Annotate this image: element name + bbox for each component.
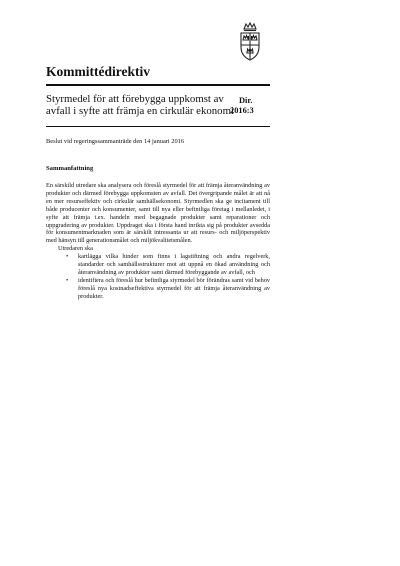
swedish-crown-coat-of-arms-icon	[230, 20, 270, 64]
title-divider	[46, 84, 270, 86]
summary-body	[46, 182, 270, 301]
section-heading-summary: Sammanfattning	[46, 165, 94, 172]
directive-number: 2016:3	[230, 106, 254, 115]
summary-paragraph: En särskild utredare ska analysera och föreslå styrmedel för att främja återanvändning av produkter och därmed förebygga uppkomsten av avfall. Det övergripande målet är att nå en mer resurseffektiv och cirkulär samhällsekonomi. Styrmedlen ska ge incitament till både producenter och konsumenter, samt till nya eller befintliga företag i mellanledet, i syfte att främja t.ex. handeln med begagnade produkter samt reparationer och uppgradering av produkter. Uppdraget ska i första hand inrikta sig på produkter avsedda för konsumentmarknaden som är särskilt intressanta ur att resurs- och miljöperspektiv med hänsyn till generationsmålet och miljökvalitetsmålen.	[46, 182, 270, 245]
subtitle-divider	[46, 126, 270, 127]
bullet-icon: •	[66, 276, 69, 284]
document-title: Kommittédirektiv	[46, 64, 150, 79]
directive-subtitle: Styrmedel för att förebygga uppkomst av avfall i syfte att främja en cirkulär ekonomi	[46, 93, 234, 118]
list-item	[46, 253, 270, 277]
list-item	[46, 277, 270, 301]
directive-label: Dir.	[239, 96, 253, 105]
decision-line: Beslut vid regeringssammanträde den 14 januari 2016	[46, 138, 185, 145]
bullet-text: identifiera och föreslå hur befintliga styrmedel bör förändras samt vid behov föreslå nya kostnadseffektiva styrmedel för att främja återanvändning av produkter.	[78, 276, 270, 300]
summary-lead-in: Utredaren ska	[58, 245, 93, 253]
summary-bullet-list	[46, 253, 270, 300]
bullet-icon: •	[66, 253, 69, 261]
bullet-text: kartlägga vilka hinder som finns i lagstiftning och andra regelverk, standarder och samhällsstrukturer mot att uppnå en ökad användning och återanvändning av produkter samt därmed förebyggande av avfall, och	[78, 253, 270, 276]
